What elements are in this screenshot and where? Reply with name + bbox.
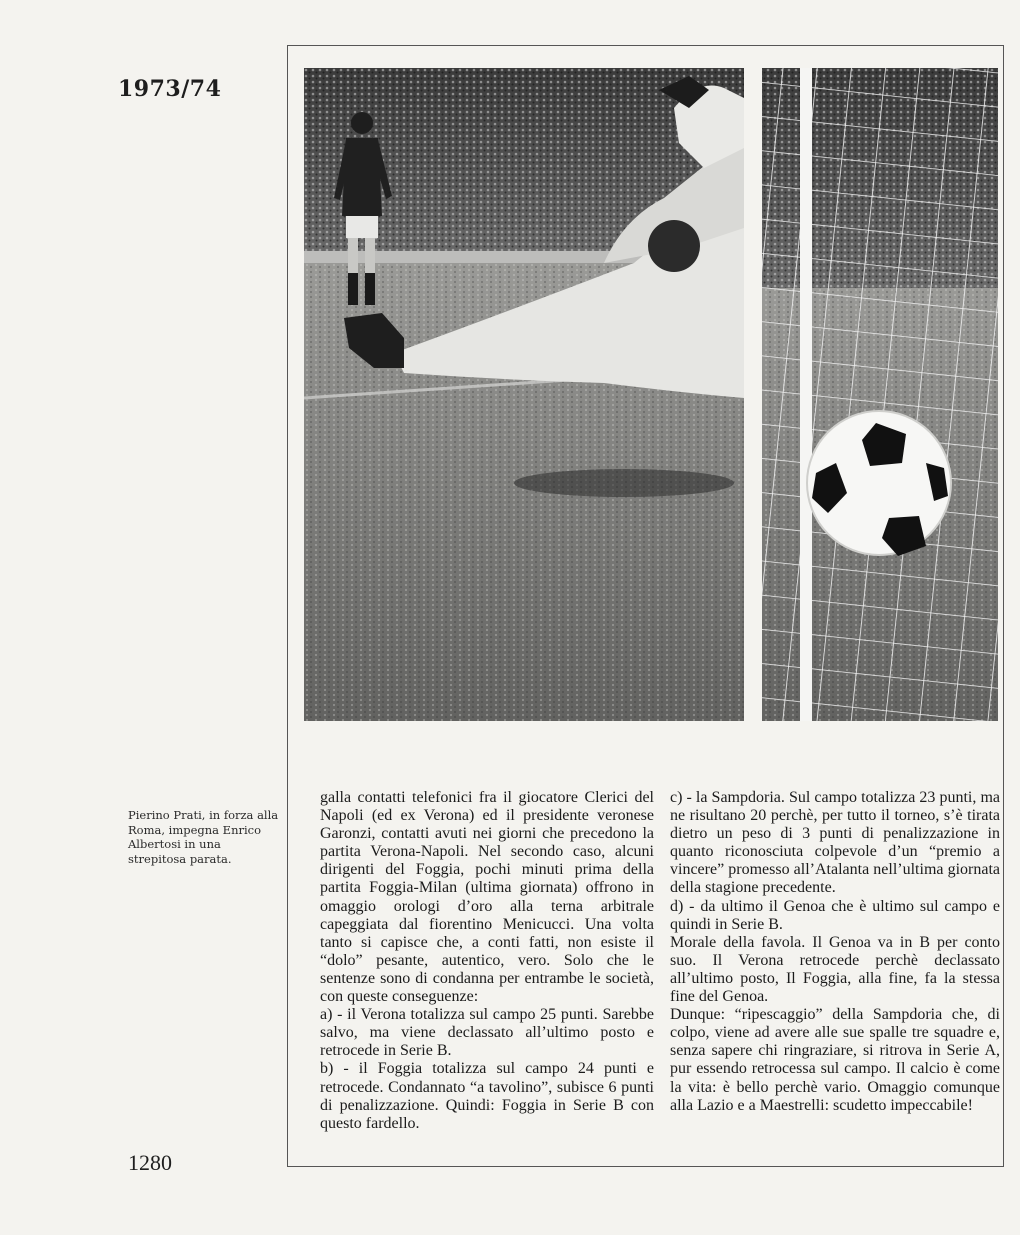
article-paragraph: a) - il Verona totalizza sul campo 25 punti. Sarebbe salvo, ma viene declassato all’ultimo posto e retrocede in Serie B. (320, 1006, 654, 1060)
football (807, 411, 951, 556)
caption-line: Roma, impegna Enrico (128, 822, 262, 837)
article-column-2 (670, 789, 1000, 1115)
article-paragraph: Morale della favola. Il Genoa va in B per conto suo. Il Verona retrocede perchè declassato all’ultimo posto, Il Foggia, alla fine, fa la stessa fine del Genoa. (670, 933, 1000, 1006)
caption-line: Pierino Prati, in forza alla (128, 808, 279, 822)
article-column-1 (320, 789, 654, 1133)
caption-line: strepitosa parata. (128, 851, 232, 866)
match-photo (304, 68, 998, 721)
page-number: 1280 (128, 1150, 172, 1175)
article-paragraph: Dunque: “ripescaggio” della Sampdoria che, di colpo, viene ad avere alle sue spalle tre squadre e, senza sapere chi ringraziare, si ritrova in Serie A, pur essendo retrocessa sul campo. Il calcio è come la vita: è bello perchè vario. Omaggio comunque alla Lazio e a Maestrelli: scudetto impeccabile! (670, 1006, 1000, 1114)
article-paragraph: galla contatti telefonici fra il giocatore Clerici del Napoli (ed ex Verona) ed il presidente veronese Garonzi, contatti avuti nei giorni che precedono la partita Verona-Napoli. Nel secondo caso, alcuni dirigenti del Foggia, pochi minuti prima della partita Foggia-Milan (ultima giornata) offrono in omaggio orologi d’oro alla terna arbitrale capeggiata dal fiorentino Menicucci. Una volta tanto si capisce che, a conti fatti, non esiste il “dolo” pesante, autentico, vero. Solo che le sentenze sono di condanna per entrambe le società, con queste conseguenze: (320, 789, 654, 1006)
season-heading: 1973/74 (118, 76, 222, 102)
caption-line: Albertosi in una (128, 837, 221, 851)
photo-left-panel (304, 68, 744, 721)
photo-right-panel (762, 68, 998, 721)
article-paragraph: b) - il Foggia totalizza sul campo 24 punti e retrocede. Condannato “a tavolino”, subisce 6 punti di penalizzazione. Quindi: Foggia in Serie B con questo fardello. (320, 1060, 654, 1132)
article-paragraph: c) - la Sampdoria. Sul campo totalizza 23 punti, ma ne risultano 20 perchè, per tutto il torneo, s’è tirata dietro un peso di 3 punti di penalizzazione in quanto riconosciuta colpevole d’un “premio a vincere” promesso all’Atalanta nell’ultima giornata della stagione precedente. (670, 789, 1000, 897)
article-paragraph: d) - da ultimo il Genoa che è ultimo sul campo e quindi in Serie B. (670, 897, 1000, 933)
photo-caption (128, 808, 283, 866)
